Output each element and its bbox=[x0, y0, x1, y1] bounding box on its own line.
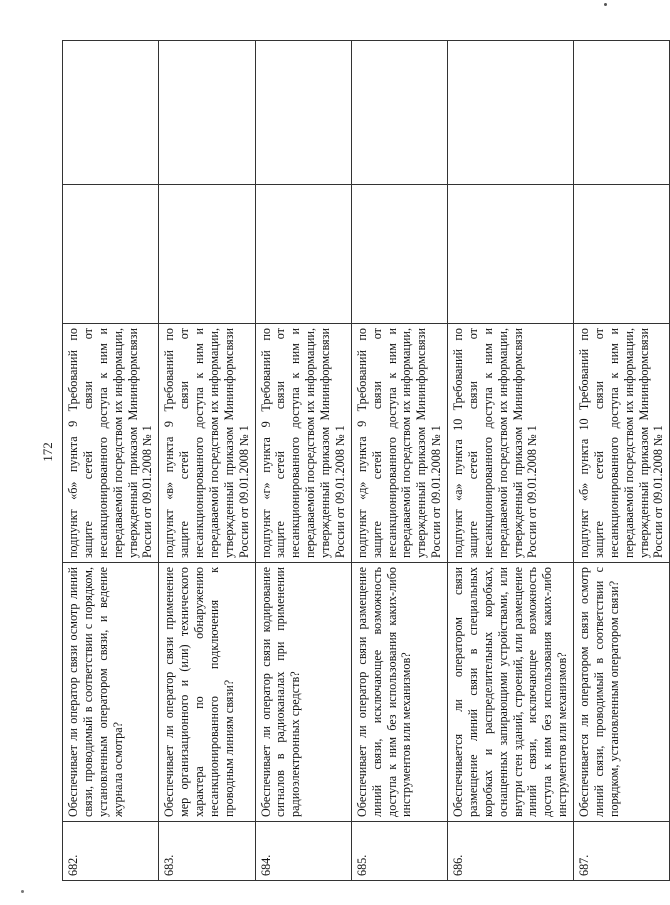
reference-cell: подпункт «б» пункта 10 Требований по защите сетей связи от несанкционированного доступа к ним и передаваемой посредством их информации, утвержденный приказом Мининформсвязи России от 09.01.2008 № 1 bbox=[574, 324, 670, 563]
row-number: 687. bbox=[574, 822, 670, 881]
reference-cell: подпункт «а» пункта 10 Требований по защите сетей связи от несанкционированного доступа к ним и передаваемой посредством их информации, утвержденный приказом Мининформсвязи России от 09.01.2008 № 1 bbox=[448, 324, 574, 563]
scan-speck bbox=[604, 3, 607, 6]
row-number: 686. bbox=[448, 822, 574, 881]
table-row bbox=[63, 41, 159, 881]
empty-cell bbox=[351, 41, 447, 185]
empty-cell bbox=[351, 185, 447, 324]
table-row bbox=[448, 41, 574, 881]
question-cell: Обеспечивает ли оператор связи размещение линий связи, исключающее возможность доступа к ним без использования каких-либо инструментов или механизмов? bbox=[351, 563, 447, 822]
requirements-table bbox=[62, 40, 670, 881]
question-cell: Обеспечивается ли оператором связи размещение линий связи в специальных коробках и распределительных коробках, оснащенных запирающими устройствами, или внутри стен зданий, строений, или размещение линий связи, исключающее возможность доступа к ним без использования каких-либо инструментов или механизмов? bbox=[448, 563, 574, 822]
requirements-table-container bbox=[62, 86, 666, 881]
table-row bbox=[159, 41, 255, 881]
empty-cell bbox=[63, 185, 159, 324]
question-cell: Обеспечивает ли оператор связи осмотр линий связи, проводимый в соответствии с порядком, установленным оператором связи, и ведение журнала осмотра? bbox=[63, 563, 159, 822]
reference-cell: подпункт «в» пункта 9 Требований по защите сетей связи от несанкционированного доступа к ним и передаваемой посредством их информации, утвержденный приказом Мининформсвязи России от 09.01.2008 № 1 bbox=[159, 324, 255, 563]
reference-cell: подпункт «б» пункта 9 Требований по защите сетей связи от несанкционированного доступа к ним и передаваемой посредством их информации, утвержденный приказом Мининформсвязи России от 09.01.2008 № 1 bbox=[63, 324, 159, 563]
empty-cell bbox=[255, 185, 351, 324]
table-row bbox=[255, 41, 351, 881]
scan-speck bbox=[21, 890, 24, 893]
reference-cell: подпункт «д» пункта 9 Требований по защите сетей связи от несанкционированного доступа к ним и передаваемой посредством их информации, утвержденный приказом Мининформсвязи России от 09.01.2008 № 1 bbox=[351, 324, 447, 563]
empty-cell bbox=[255, 41, 351, 185]
row-number: 682. bbox=[63, 822, 159, 881]
table-row bbox=[351, 41, 447, 881]
question-cell: Обеспечивается ли оператором связи осмотр линий связи, проводимый в соответствии с порядком, установленным оператором связи? bbox=[574, 563, 670, 822]
row-number: 685. bbox=[351, 822, 447, 881]
empty-cell bbox=[159, 185, 255, 324]
table-row bbox=[574, 41, 670, 881]
empty-cell bbox=[574, 41, 670, 185]
question-cell: Обеспечивает ли оператор связи кодирование сигналов в радиоканалах при применении радиоэлектронных средств? bbox=[255, 563, 351, 822]
empty-cell bbox=[448, 41, 574, 185]
reference-cell: подпункт «г» пункта 9 Требований по защите сетей связи от несанкционированного доступа к ним и передаваемой посредством их информации, утвержденный приказом Мининформсвязи России от 09.01.2008 № 1 bbox=[255, 324, 351, 563]
row-number: 683. bbox=[159, 822, 255, 881]
page-number: 172 bbox=[40, 442, 55, 462]
question-cell: Обеспечивает ли оператор связи применение мер организационного и (или) технического характера по обнаружению несанкционированного подключения к проводным линиям связи? bbox=[159, 563, 255, 822]
empty-cell bbox=[448, 185, 574, 324]
empty-cell bbox=[63, 41, 159, 185]
row-number: 684. bbox=[255, 822, 351, 881]
empty-cell bbox=[574, 185, 670, 324]
empty-cell bbox=[159, 41, 255, 185]
